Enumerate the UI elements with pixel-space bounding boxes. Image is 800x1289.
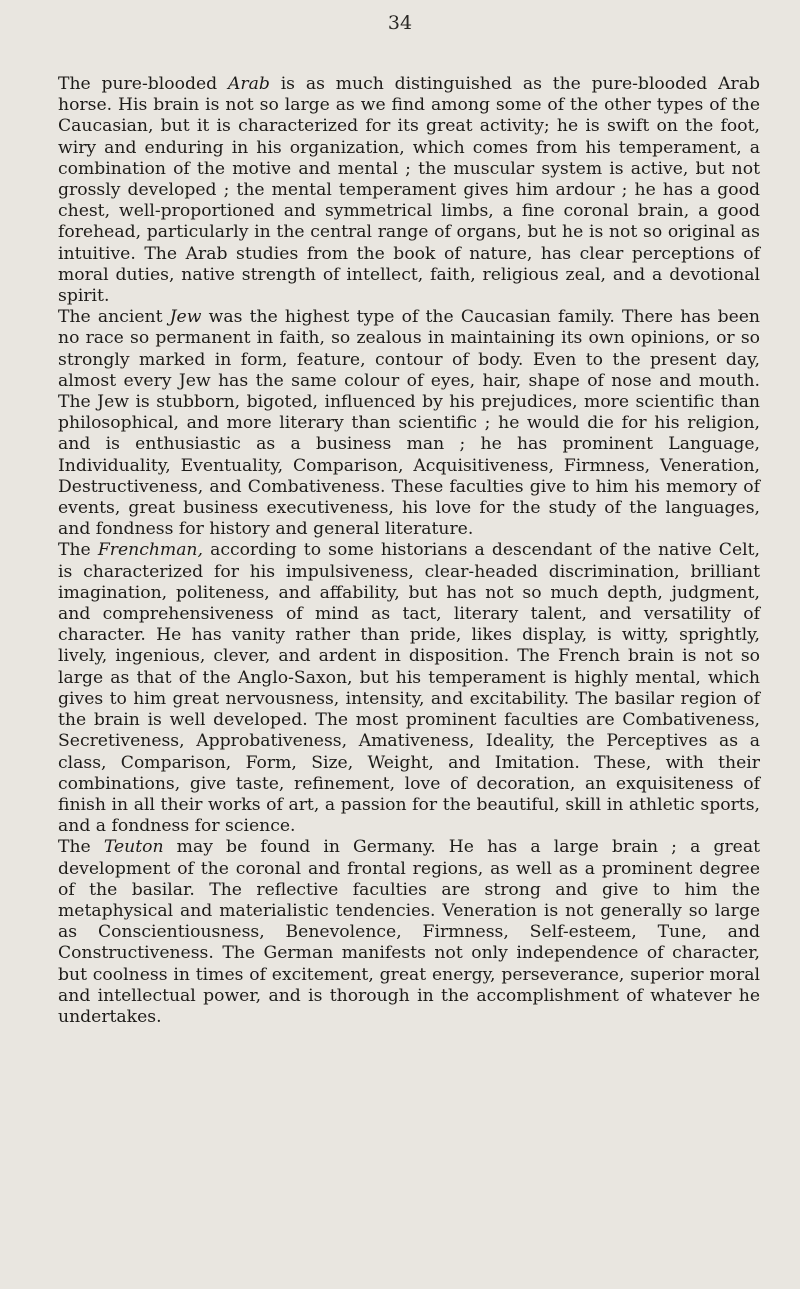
paragraph-teuton-lead: The xyxy=(58,837,104,858)
paragraph-arab xyxy=(58,74,760,307)
paragraph-jew-lead: The ancient xyxy=(58,307,170,328)
page-number: 34 xyxy=(387,12,413,34)
paragraph-teuton-text: may be found in Germany. He has a large brain ; a great development of the coronal and frontal regions, as well as a prominent degree of the basilar. The reflective faculties are strong and give to him the metaphysical and materialistic tendencies. Veneration is not generally so large as Conscientiousness, Benevolence, Firmness, Self-esteem, Tune, and Constructiveness. The German manifests not only independence of character, but coolness in times of excitement, great energy, perseverance, superior moral and intellectual power, and is thorough in the accomplishment of whatever he undertakes. xyxy=(58,837,760,1027)
paragraph-frenchman-emphasis: Frenchman, xyxy=(97,540,203,561)
paragraph-teuton-emphasis: Teuton xyxy=(103,837,164,858)
paragraph-jew-text: was the highest type of the Caucasian family. There has been no race so permanent in faith, so zealous in maintaining its own opinions, or so strongly marked in form, feature, contour of body. Even to the present day, almost every Jew has the same colour of eyes, hair, shape of nose and mouth. The Jew is stubborn, bigoted, influenced by his prejudices, more scientific than philosophical, and more literary than scientific ; he would die for his religion, and is enthusiastic as a business man ; he has prominent Language, Individuality, Eventuality, Comparison, Acquisitiveness, Firmness, Veneration, Destructiveness, and Combativeness. These faculties give to him his memory of events, great business executiveness, his love for the study of the languages, and fondness for history and general literature. xyxy=(58,307,760,540)
paragraph-teuton xyxy=(58,837,760,1028)
paragraph-frenchman-text: according to some historians a descendant of the native Celt, is characterized for his impulsiveness, clear-headed discrimination, brilliant imagination, politeness, and affability, but has not so much depth, judgment, and comprehensiveness of mind as tact, literary talent, and versatility of character. He has vanity rather than pride, likes display, is witty, sprightly, lively, ingenious, clever, and ardent in disposition. The French brain is not so large as that of the Anglo-Saxon, but his temperament is highly mental, which gives to him great nervousness, intensity, and excitability. The basilar region of the brain is well developed. The most prominent faculties are Combativeness, Secretiveness, Approbativeness, Amativeness, Ideality, the Perceptives as a class, Comparison, Form, Size, Weight, and Imitation. These, with their combinations, give taste, refinement, love of decoration, an exquisiteness of finish in all their works of art, a passion for the beautiful, skill in athletic sports, and a fondness for science. xyxy=(58,540,760,837)
paragraph-arab-emphasis: Arab xyxy=(227,74,270,94)
paragraph-arab-text: is as much distinguished as the pure-blooded Arab horse. His brain is not so large as we find among some of the other types of the Caucasian, but it is characterized for its great activity; he is swift on the foot, wiry and enduring in his organization, which comes from his temperament, a combination of the motive and mental ; the muscular system is active, but not grossly developed ; the mental temperament gives him ardour ; he has a good chest, well-proportioned and symmetrical limbs, a fine coronal brain, a good forehead, particularly in the central range of organs, but he is not so original as intuitive. The Arab studies from the book of nature, has clear perceptions of moral duties, native strength of intellect, faith, religious zeal, and a devotional spirit. xyxy=(58,74,760,307)
paragraph-arab-lead: The pure-blooded xyxy=(58,74,228,94)
paragraph-jew-emphasis: Jew xyxy=(169,307,202,328)
body-text xyxy=(58,74,760,1028)
paragraph-frenchman xyxy=(58,540,760,837)
paragraph-frenchman-lead: The xyxy=(58,540,98,561)
paragraph-jew xyxy=(58,307,760,540)
